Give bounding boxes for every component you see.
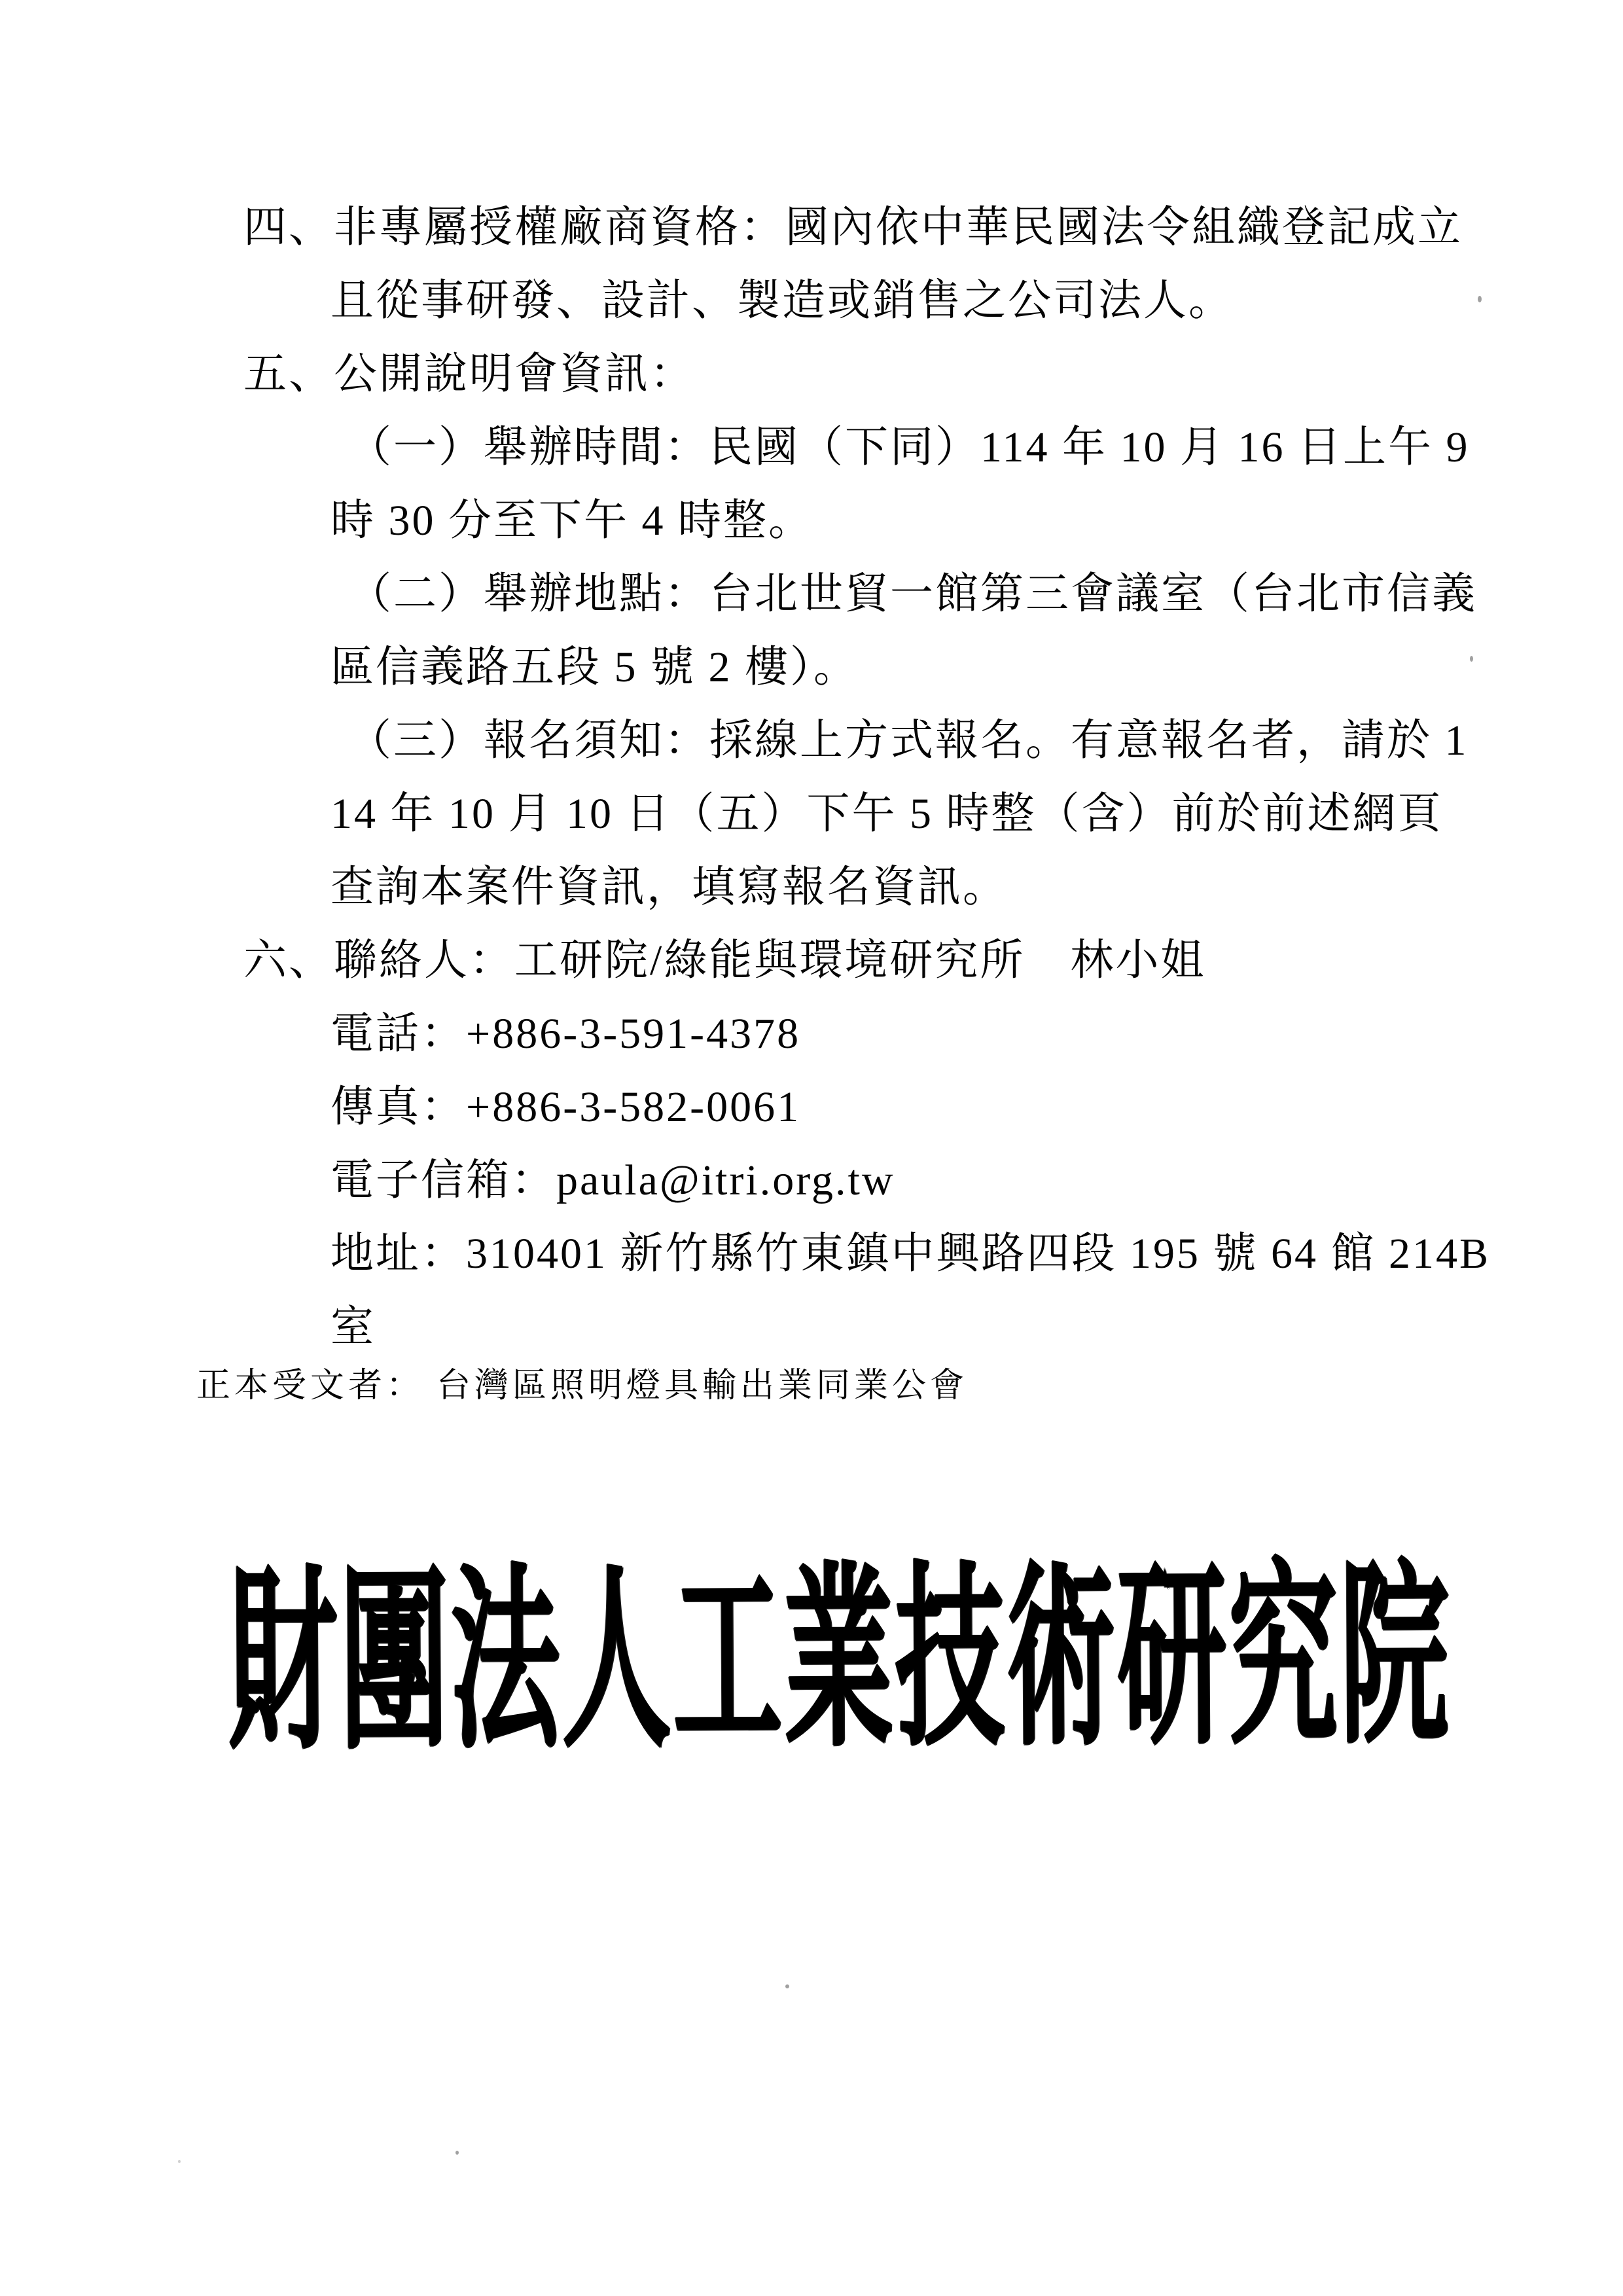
document-line-fax: 傳真：+886-3-582-0061 xyxy=(330,1083,801,1131)
scan-artifact-speck xyxy=(1478,296,1482,302)
scan-artifact-speck xyxy=(178,2160,181,2163)
original-recipient-line: 正本受文者： 台灣區照明燈具輸出業同業公會 xyxy=(196,1367,969,1405)
document-line: （三）報名須知：採線上方式報名。有意報名者，請於 1 xyxy=(348,717,1469,764)
scan-artifact-speck xyxy=(1470,656,1473,662)
document-line-address-cont: 室 xyxy=(330,1303,376,1351)
document-line: 查詢本案件資訊，填寫報名資訊。 xyxy=(330,863,1008,911)
document-line: 區信義路五段 5 號 2 樓）。 xyxy=(330,643,859,691)
document-line: （二）舉辦地點：台北世貿一館第三會議室（台北市信義 xyxy=(348,570,1477,618)
document-body xyxy=(0,191,1623,1364)
document-line-email: 電子信箱：paula@itri.org.tw xyxy=(330,1157,895,1204)
itri-institution-stamp-text: 財團法人工業技術研究院 xyxy=(228,1548,1452,1772)
document-line-phone: 電話：+886-3-591-4378 xyxy=(330,1010,801,1058)
itri-institution-stamp xyxy=(228,1549,1623,1778)
scan-artifact-speck xyxy=(785,1984,789,1988)
document-line: 五、公開說明會資訊： xyxy=(243,350,695,398)
document-line: 14 年 10 月 10 日（五）下午 5 時整（含）前於前述網頁 xyxy=(330,790,1443,838)
document-line-contact: 六、聯絡人：工研院/綠能與環境研究所 林小姐 xyxy=(243,937,1206,984)
document-line: （一）舉辦時間：民國（下同）114 年 10 月 16 日上午 9 xyxy=(348,423,1470,471)
document-line-address: 地址：310401 新竹縣竹東鎮中興路四段 195 號 64 館 214B xyxy=(330,1230,1491,1278)
document-line: 四、非專屬授權廠商資格：國內依中華民國法令組織登記成立 xyxy=(243,204,1463,251)
scan-artifact-speck xyxy=(455,2151,459,2155)
document-line: 且從事研發、設計、製造或銷售之公司法人。 xyxy=(330,277,1234,325)
document-line: 時 30 分至下午 4 時整。 xyxy=(330,497,813,545)
